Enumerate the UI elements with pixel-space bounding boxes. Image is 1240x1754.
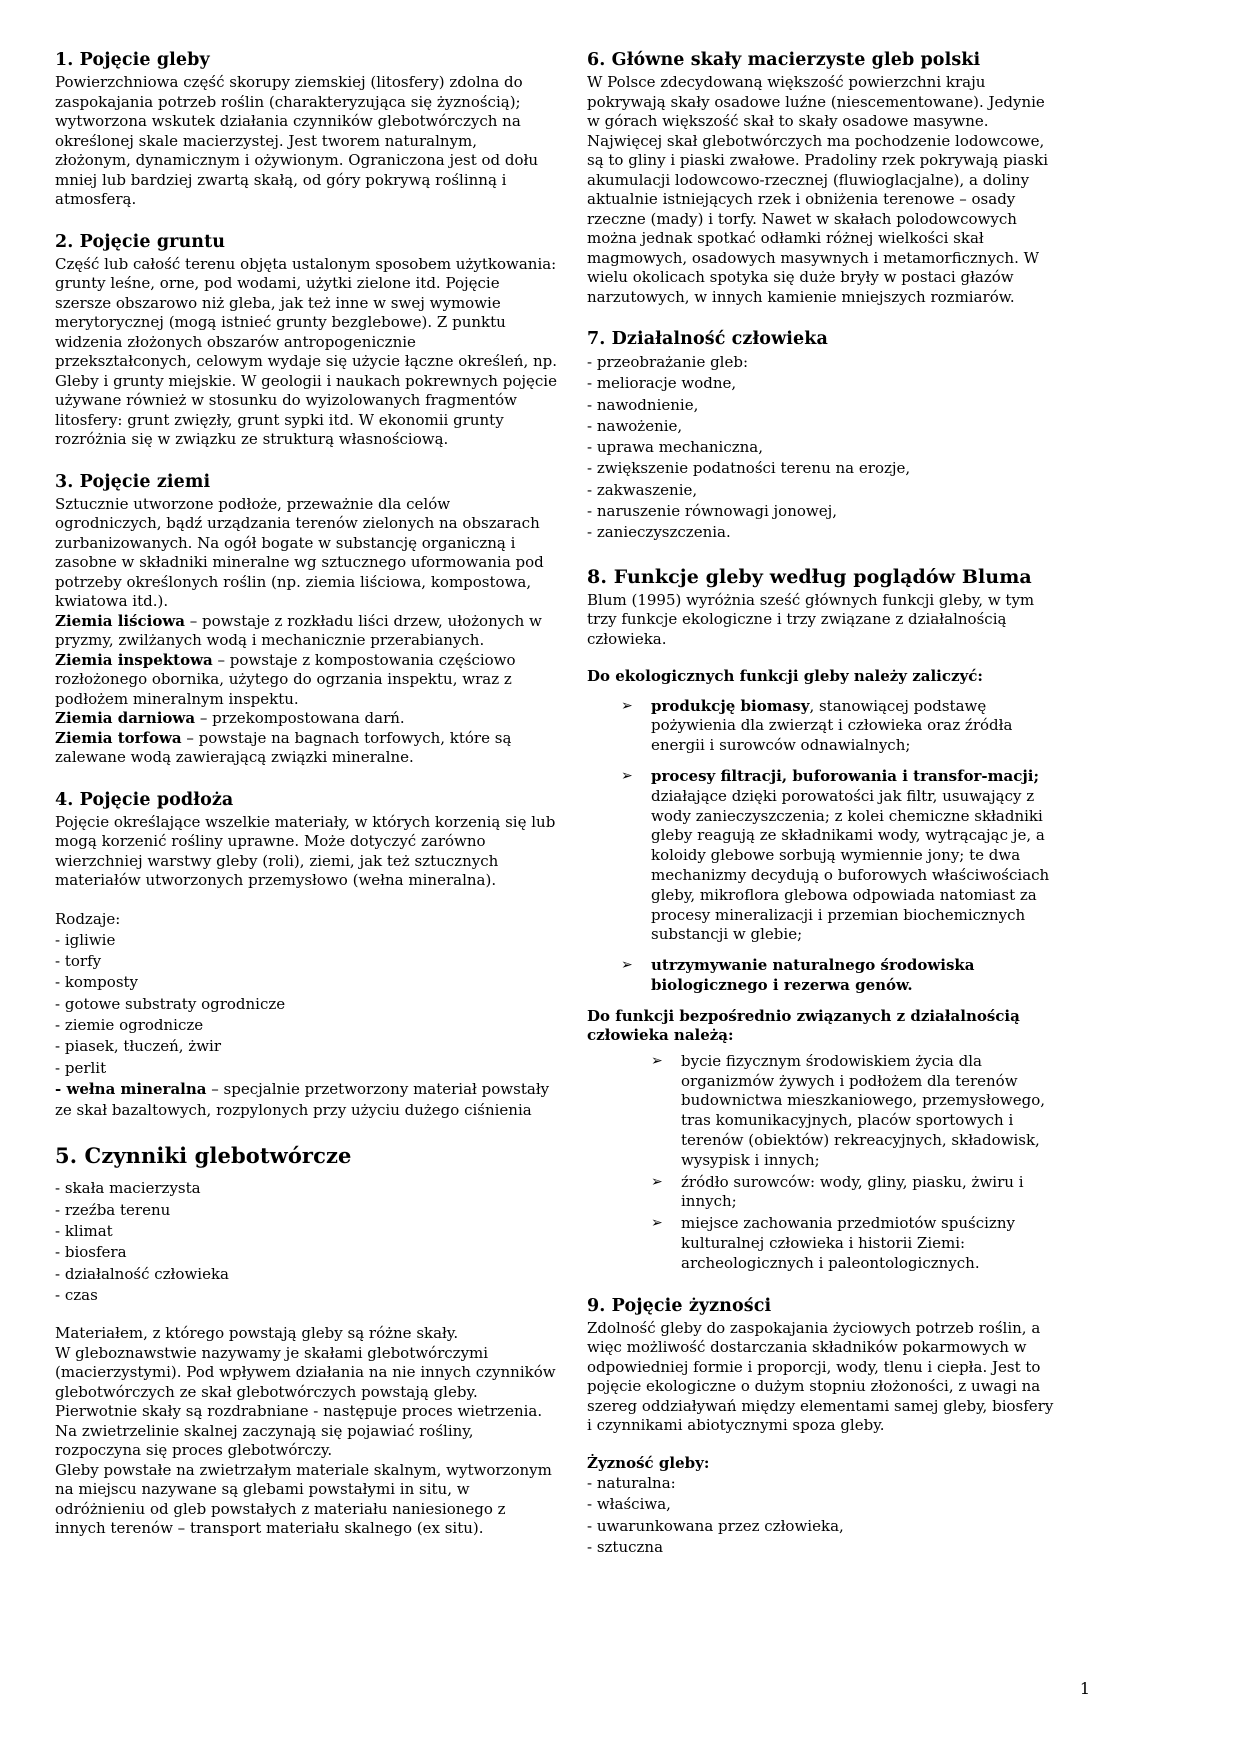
- bullet-item: [621, 767, 1057, 945]
- section-heading: 9. Pojęcie żyzności: [587, 1295, 772, 1316]
- section-pojecie-gleby: [55, 50, 557, 210]
- bullet-item: [651, 1214, 1057, 1273]
- spacer: [587, 1436, 1057, 1454]
- list-item: - zanieczyszczenia.: [587, 523, 731, 542]
- list-intro: Rodzaje:: [55, 909, 121, 928]
- list-item: - biosfera: [55, 1243, 127, 1262]
- list-item: - przeobrażanie gleb:: [587, 353, 749, 371]
- section-heading: 3. Pojęcie ziemi: [55, 471, 211, 492]
- list-item: [55, 1079, 557, 1122]
- section-heading: 2. Pojęcie gruntu: [55, 231, 226, 252]
- list-item: - ziemie ogrodnicze: [55, 1015, 204, 1034]
- list-item: - sztuczna: [587, 1537, 664, 1556]
- term-definition: [55, 612, 557, 651]
- subheading: Do ekologicznych funkcji gleby należy zaliczyć:: [587, 667, 983, 686]
- term: Ziemia torfowa: [55, 728, 182, 747]
- list-item-text: – specjalnie przetworzony materiał powstały ze skał bazaltowych, rozpylonych przy użyciu dużego ciśnienia: [55, 1079, 550, 1120]
- paragraph: Zdolność gleby do zaspokajania życiowych potrzeb roślin, a więc możliwość dostarczania składników pokarmowych w odpowiedniej formie i proporcji, wody, tlenu i ciepła. Jest to pojęcie ekologiczne o dużym stopniu złożoności, z uwagi na szereg oddziaływań między elementami samej gleby, biosfery i czynnikami abiotycznymi spoza gleby.: [587, 1318, 1054, 1435]
- arrow-bullet-icon: ➢: [621, 957, 633, 974]
- list-item: - zakwaszenie,: [587, 480, 698, 499]
- list-item: - torfy: [55, 952, 102, 971]
- list-item: - naruszenie równowagi jonowej,: [587, 502, 838, 521]
- list-item: - nawożenie,: [587, 416, 683, 435]
- list-item: - czas: [55, 1285, 98, 1304]
- section-glowne-skaly: [587, 50, 1057, 307]
- section-heading: 5. Czynniki glebotwórcze: [55, 1143, 352, 1169]
- bullet-text: bycie fizycznym środowiskiem życia dla organizmów żywych i podłożem dla terenów budownictwa mieszkaniowego, przemysłowego, tras komunikacyjnych, placów sportowych i terenów (obiektów) rekreacyjnych, składowisk, wysypisk i innych;: [681, 1051, 1046, 1169]
- list-item: - zwiększenie podatności terenu na erozje,: [587, 459, 911, 478]
- list-item: - igliwie: [55, 930, 116, 949]
- term-text: – przekompostowana darń.: [195, 709, 405, 727]
- paragraph: Część lub całość terenu objęta ustalonym sposobem użytkowania: grunty leśne, orne, pod wodami, użytki zielone itd. Pojęcie szersze obszarowo niż gleba, jak też inne w swej wymowie merytorycznej (mogą istnieć grunty bezglebowe). Z punktu widzenia złożonych obszarów antropogenicznie przekształconych, celowym wydaje się użycie łączne określeń, np. Gleby i grunty miejskie. W geologii i naukach pokrewnych pojęcie używane również w stosunku do wyizolowanych fragmentów litosfery: grunt zwięzły, grunt sypki itd. W ekonomii grunty rozróżnia się w związku ze strukturą własnościową.: [55, 254, 558, 448]
- left-column: [55, 50, 557, 1580]
- subheading: Do funkcji bezpośrednio związanych z działalnością człowieka należą:: [587, 1006, 1020, 1045]
- paragraph: Pierwotnie skały są rozdrabniane - następuje proces wietrzenia. Na zwietrzelinie skalnej zaczynają się pojawiać rośliny, rozpoczyna się proces glebotwórczy.: [55, 1402, 543, 1460]
- paragraph: Gleby powstałe na zwietrzałym materiale skalnym, wytworzonym na miejscu nazywane są glebami powstałymi in situ, w odróżnieniu od gleb powstałych z materiału naniesionego z innych terenów – transport materiału skalnego (ex situ).: [55, 1460, 552, 1538]
- list-item: - piasek, tłuczeń, żwir: [55, 1037, 222, 1056]
- bullet-rest: działające dzięki porowatości jak filtr, usuwający z wody zanieczyszczenia; z kolei chemiczne składniki gleby reagują ze składnikami wody, wytrącając je, a koloidy glebowe sorbują wymiennie jony; te dwa mechanizmy decydują o buforowych właściwościach gleby, mikroflora glebowa odpowiada natomiast za procesy mineralizacji i przemian biochemicznych substancji w glebie;: [651, 786, 1050, 944]
- list-item: - rzeźba terenu: [55, 1200, 171, 1219]
- bullet-item: [621, 697, 1057, 756]
- list-item-term: - wełna mineralna: [55, 1079, 207, 1098]
- paragraph: Powierzchniowa część skorupy ziemskiej (litosfery) zdolna do zaspokajania potrzeb roślin (charakteryzująca się żyznością); wytworzona wskutek działania czynników glebotwórczych na określonej skale macierzystej. Jest tworem naturalnym, złożonym, dynamicznym i ożywionym. Ograniczona jest od dołu mniej lub bardziej zwartą skałą, od góry pokrywą roślinną i atmosferą.: [55, 73, 539, 208]
- paragraph: W Polsce zdecydowaną większość powierzchni kraju pokrywają skały osadowe luźne (niescementowane). Jedynie w górach większość skał to skały osadowe masywne. Najwięcej skał glebotwórczych ma pochodzenie lodowcowe, są to gliny i piaski zwałowe. Pradoliny rzek pokrywają piaski akumulacji lodowcowo-rzecznej (fluwioglacjalne), a doliny aktualnie istniejących rzek i obniżenia terenowe – osady rzeczne (mady) i torfy. Nawet w skałach polodowcowych można jednak spotkać odłamki różnej wielkości skał magmowych, osadowych masywnych i metamorficznych. W wielu okolicach spotyka się duże bryły w postaci głazów narzutowych, w innych kamienie mniejszych rozmiarów.: [587, 73, 1049, 306]
- paragraph: Pojęcie określające wszelkie materiały, w których korzenią się lub mogą korzenić rośliny uprawne. Może dotyczyć zarówno wierzchniej warstwy gleby (roli), ziemi, jak też sztucznych materiałów utworzonych przemysłowo (wełna mineralna).: [55, 812, 556, 889]
- bullet-text: [651, 767, 1057, 945]
- arrow-bullet-icon: ➢: [621, 697, 633, 714]
- two-column-layout: [55, 50, 1240, 1580]
- section-pojecie-gruntu: [55, 232, 557, 450]
- paragraph: Blum (1995) wyróżnia sześć głównych funkcji gleby, w tym trzy funkcje ekologiczne i trzy związane z działalnością człowieka.: [587, 590, 1035, 648]
- section-pojecie-zyznosci: [587, 1296, 1057, 1559]
- list-item: - uwarunkowana przez człowieka,: [587, 1516, 844, 1535]
- section-heading: 4. Pojęcie podłoża: [55, 789, 234, 810]
- paragraph: Materiałem, z którego powstają gleby są różne skały.: [55, 1324, 459, 1343]
- spacer: [55, 891, 557, 909]
- section-heading: 1. Pojęcie gleby: [55, 50, 210, 70]
- section-pojecie-ziemi: [55, 472, 557, 768]
- paragraph: W gleboznawstwie nazywamy je skałami glebotwórczymi (macierzystymi). Pod wpływem działania na nie innych czynników glebotwórczych ze skał glebotwórczych powstają gleby.: [55, 1343, 556, 1401]
- list-item: - melioracje wodne,: [587, 374, 737, 393]
- page-number: 1: [1079, 1679, 1090, 1698]
- term-text: – powstaje z kompostowania częściowo rozłożonego obornika, użytego do ogrzania inspektu, wraz z podłożem mineralnym inspektu.: [55, 650, 516, 708]
- bullet-text: miejsce zachowania przedmiotów spuścizny kulturalnej człowieka i historii Ziemi: archeologicznych i paleontologicznych.: [681, 1214, 1015, 1272]
- list-item: - właściwa,: [587, 1495, 671, 1514]
- bullet-item: [651, 1173, 1057, 1213]
- bullet-text: źródło surowców: wody, gliny, piasku, żwiru i innych;: [681, 1172, 1024, 1211]
- bullet-lead: produkcję biomasy: [651, 696, 810, 715]
- paragraph: Sztucznie utworzone podłoże, przeważnie dla celów ogrodniczych, bądź urządzania terenów zielonych na obszarach zurbanizowanych. Na ogół bogate w substancję organiczną i zasobne w składniki mineralne wg sztucznego uformowania pod potrzeby określonych roślin (np. ziemia liściowa, kompostowa, kwiatowa itd.).: [55, 494, 544, 610]
- bullet-item: [621, 956, 1057, 996]
- arrow-bullet-icon: ➢: [651, 1173, 663, 1190]
- list-item: - uprawa mechaniczna,: [587, 438, 764, 457]
- section-dzialalnosc-czlowieka: [587, 329, 1057, 544]
- arrow-bullet-icon: ➢: [651, 1052, 663, 1069]
- list-item: - nawodnienie,: [587, 395, 699, 414]
- term: Ziemia darniowa: [55, 709, 196, 727]
- term: Ziemia liściowa: [55, 611, 186, 630]
- ecological-functions-list: [587, 697, 1057, 996]
- list-item: - skała macierzysta: [55, 1179, 201, 1198]
- list-item: - gotowe substraty ogrodnicze: [55, 994, 286, 1013]
- term: Ziemia inspektowa: [55, 650, 213, 669]
- list-item: - komposty: [55, 973, 139, 992]
- section-funkcje-gleby: [587, 566, 1057, 1274]
- section-heading: 8. Funkcje gleby według poglądów Bluma: [587, 565, 1032, 588]
- human-functions-list: [587, 1052, 1057, 1274]
- bullet-text: [651, 697, 1057, 756]
- section-heading: 7. Działalność człowieka: [587, 329, 828, 349]
- list-item: - działalność człowieka: [55, 1264, 229, 1283]
- right-column: [587, 50, 1057, 1580]
- bullet-lead: utrzymywanie naturalnego środowiska biologicznego i rezerwa genów.: [651, 956, 975, 995]
- term-text: – powstaje z rozkładu liści drzew, ułożonych w pryzmy, zwilżanych wodą i mechanicznie przerabianych.: [55, 611, 542, 649]
- section-heading: 6. Główne skały macierzyste gleb polski: [587, 50, 981, 70]
- bullet-rest: , stanowiącej podstawę pożywienia dla zwierząt i człowieka oraz źródła energii i surowców odnawialnych;: [651, 696, 1013, 755]
- spacer: [55, 1306, 557, 1324]
- section-czynniki-glebotworcze: [55, 1143, 557, 1538]
- arrow-bullet-icon: ➢: [651, 1215, 663, 1232]
- bullet-item: [651, 1052, 1057, 1171]
- list-item: - klimat: [55, 1222, 113, 1241]
- list-item: - naturalna:: [587, 1474, 676, 1493]
- bullet-text: [651, 956, 1057, 996]
- arrow-bullet-icon: ➢: [621, 768, 633, 785]
- term-text: – powstaje na bagnach torfowych, które są zalewane wodą zawierającą związki mineralne.: [55, 728, 512, 766]
- term-definition: [55, 651, 557, 710]
- spacer: [587, 649, 1057, 667]
- list-item: - perlit: [55, 1058, 107, 1077]
- bullet-lead: procesy filtracji, buforowania i transfor-macji;: [651, 767, 1040, 786]
- term-definition: [55, 709, 557, 729]
- section-pojecie-podloza: [55, 790, 557, 1122]
- subheading: Żyzność gleby:: [587, 1453, 710, 1472]
- term-definition: [55, 729, 557, 768]
